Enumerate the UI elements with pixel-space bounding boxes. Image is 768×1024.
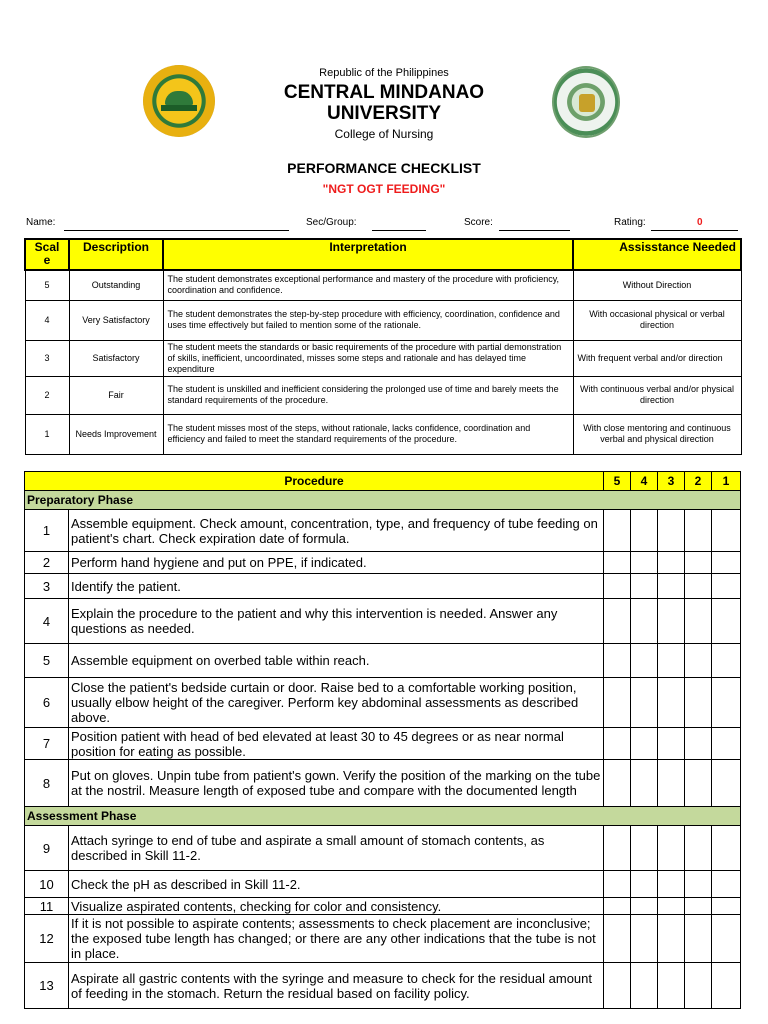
scale-header: Scal e	[25, 239, 69, 270]
rating-cell[interactable]	[712, 915, 741, 963]
rating-cell[interactable]	[631, 552, 658, 574]
rating-cell[interactable]	[604, 871, 631, 898]
step-text: Assemble equipment on overbed table within reach.	[69, 644, 604, 678]
step-text: Assemble equipment. Check amount, concentration, type, and frequency of tube feeding on patient's chart. Check expiration date of formula.	[69, 510, 604, 552]
rating-cell[interactable]	[658, 760, 685, 807]
rating-cell[interactable]	[604, 574, 631, 599]
phase-row	[25, 491, 741, 510]
table-row	[25, 871, 741, 898]
table-row	[25, 898, 741, 915]
scale-assistance: Without Direction	[573, 270, 741, 300]
rating-cell[interactable]	[604, 760, 631, 807]
table-row	[25, 414, 741, 454]
rating-cell[interactable]	[685, 599, 712, 644]
scale-description: Needs Improvement	[69, 414, 163, 454]
rating-cell[interactable]	[685, 728, 712, 760]
rating-col-3: 3	[658, 472, 685, 491]
step-number: 13	[25, 963, 69, 1009]
rating-cell[interactable]	[631, 915, 658, 963]
step-number: 6	[25, 678, 69, 728]
step-text: Aspirate all gastric contents with the syringe and measure to check for the residual amount of feeding in the stomach. Return the residual based on facility policy.	[69, 963, 604, 1009]
procedure-checklist-table	[24, 471, 741, 1009]
rating-cell[interactable]	[658, 915, 685, 963]
step-text: Identify the patient.	[69, 574, 604, 599]
rating-cell[interactable]	[631, 963, 658, 1009]
scale-assistance: With frequent verbal and/or direction	[573, 340, 741, 376]
step-number: 4	[25, 599, 69, 644]
rating-cell[interactable]	[631, 510, 658, 552]
rating-cell[interactable]	[604, 510, 631, 552]
scale-description: Outstanding	[69, 270, 163, 300]
rating-col-2: 2	[685, 472, 712, 491]
step-text: Visualize aspirated contents, checking for color and consistency.	[69, 898, 604, 915]
step-text: Perform hand hygiene and put on PPE, if indicated.	[69, 552, 604, 574]
rating-col-1: 1	[712, 472, 741, 491]
rating-cell[interactable]	[631, 678, 658, 728]
rating-cell[interactable]	[712, 510, 741, 552]
step-text: If it is not possible to aspirate contents; assessments to check placement are inconclusive; the exposed tube length has changed; or there are any other indications that the tube is not in place.	[69, 915, 604, 963]
university-name-line2: UNIVERSITY	[326, 103, 442, 124]
table-row	[25, 270, 741, 300]
step-number: 12	[25, 915, 69, 963]
step-number: 10	[25, 871, 69, 898]
rating-field[interactable]	[651, 230, 738, 231]
rating-cell[interactable]	[658, 898, 685, 915]
table-row	[25, 300, 741, 340]
rating-cell[interactable]	[685, 644, 712, 678]
scale-interpretation: The student demonstrates exceptional performance and mastery of the procedure with proficiency, coordination and confidence.	[163, 270, 573, 300]
rating-cell[interactable]	[631, 644, 658, 678]
rating-cell[interactable]	[658, 644, 685, 678]
procedure-header: Procedure	[25, 472, 604, 491]
rating-col-5: 5	[604, 472, 631, 491]
table-row	[25, 678, 741, 728]
step-text: Explain the procedure to the patient and why this intervention is needed. Answer any questions as needed.	[69, 599, 604, 644]
step-text: Close the patient's bedside curtain or door. Raise bed to a comfortable working position, usually elbow height of the caregiver. Perform key abdominal assessments as described above.	[69, 678, 604, 728]
rating-cell[interactable]	[658, 728, 685, 760]
rating-cell[interactable]	[631, 574, 658, 599]
scale-value: 2	[25, 376, 69, 414]
scale-value: 3	[25, 340, 69, 376]
assistance-header: Assisstance Needed	[573, 239, 741, 270]
rating-cell[interactable]	[658, 678, 685, 728]
step-number: 9	[25, 826, 69, 871]
step-number: 7	[25, 728, 69, 760]
table-row	[25, 552, 741, 574]
rating-cell[interactable]	[604, 963, 631, 1009]
rating-cell[interactable]	[604, 898, 631, 915]
rating-cell[interactable]	[712, 871, 741, 898]
rating-cell[interactable]	[658, 826, 685, 871]
rating-cell[interactable]	[658, 599, 685, 644]
scale-assistance: With close mentoring and continuous verbal and physical direction	[573, 414, 741, 454]
rating-cell[interactable]	[631, 871, 658, 898]
table-row	[25, 826, 741, 871]
rating-cell[interactable]	[712, 574, 741, 599]
table-row	[25, 760, 741, 807]
group-field[interactable]	[372, 230, 426, 231]
scale-value: 1	[25, 414, 69, 454]
name-label: Name:	[26, 217, 56, 228]
step-number: 2	[25, 552, 69, 574]
scale-description: Very Satisfactory	[69, 300, 163, 340]
step-number: 3	[25, 574, 69, 599]
rating-cell[interactable]	[685, 898, 712, 915]
interpretation-header: Interpretation	[163, 239, 573, 270]
rating-cell[interactable]	[604, 826, 631, 871]
rating-cell[interactable]	[712, 826, 741, 871]
college-name: College of Nursing	[334, 127, 434, 141]
rating-cell[interactable]	[631, 599, 658, 644]
rating-cell[interactable]	[604, 599, 631, 644]
table-row	[25, 963, 741, 1009]
rating-cell[interactable]	[685, 678, 712, 728]
phase-title: Preparatory Phase	[25, 491, 741, 510]
rating-scale-table	[24, 238, 742, 455]
rating-cell[interactable]	[712, 760, 741, 807]
rating-cell[interactable]	[685, 826, 712, 871]
rating-cell[interactable]	[631, 826, 658, 871]
name-field[interactable]	[64, 230, 289, 231]
rating-cell[interactable]	[604, 915, 631, 963]
rating-col-4: 4	[631, 472, 658, 491]
rating-cell[interactable]	[658, 574, 685, 599]
rating-cell[interactable]	[604, 728, 631, 760]
rating-cell[interactable]	[712, 898, 741, 915]
procedure-header-row	[25, 472, 741, 491]
scale-assistance: With occasional physical or verbal direction	[573, 300, 741, 340]
rating-cell[interactable]	[685, 871, 712, 898]
scale-interpretation: The student is unskilled and inefficient considering the prolonged use of time and barely meets the standard requirements of the procedure.	[163, 376, 573, 414]
rating-cell[interactable]	[685, 574, 712, 599]
rating-cell[interactable]	[604, 552, 631, 574]
rating-cell[interactable]	[658, 510, 685, 552]
rating-cell[interactable]	[712, 963, 741, 1009]
table-row	[25, 599, 741, 644]
rating-cell[interactable]	[712, 552, 741, 574]
group-label: Sec/Group:	[306, 217, 357, 228]
rating-value: 0	[697, 217, 703, 228]
scale-value: 5	[25, 270, 69, 300]
table-row	[25, 728, 741, 760]
rating-cell[interactable]	[658, 871, 685, 898]
scale-interpretation: The student meets the standards or basic requirements of the procedure with partial demonstration of skills, inefficient, uncoordinated, misses some steps and rationale and has delayed time expenditure	[163, 340, 573, 376]
rating-cell[interactable]	[712, 599, 741, 644]
step-text: Check the pH as described in Skill 11-2.	[69, 871, 604, 898]
rating-cell[interactable]	[685, 963, 712, 1009]
phase-row	[25, 807, 741, 826]
rating-cell[interactable]	[658, 963, 685, 1009]
rating-cell[interactable]	[631, 898, 658, 915]
table-row	[25, 510, 741, 552]
table-row	[25, 915, 741, 963]
rating-cell[interactable]	[712, 728, 741, 760]
scale-interpretation: The student misses most of the steps, without rationale, lacks confidence, coordination and efficiency and failed to meet the standard requirements of the procedure.	[163, 414, 573, 454]
rating-cell[interactable]	[604, 678, 631, 728]
table-row	[25, 340, 741, 376]
score-field[interactable]	[499, 230, 570, 231]
scale-assistance: With continuous verbal and/or physical direction	[573, 376, 741, 414]
rating-cell[interactable]	[631, 728, 658, 760]
rating-cell[interactable]	[685, 552, 712, 574]
step-number: 1	[25, 510, 69, 552]
table-row	[25, 574, 741, 599]
republic-line: Republic of the Philippines	[319, 67, 449, 79]
rating-cell[interactable]	[604, 644, 631, 678]
rating-cell[interactable]	[685, 915, 712, 963]
rating-cell[interactable]	[712, 644, 741, 678]
table-row	[25, 644, 741, 678]
scale-value: 4	[25, 300, 69, 340]
step-text: Put on gloves. Unpin tube from patient's gown. Verify the position of the marking on the tube at the nostril. Measure length of exposed tube and compare with the documented length	[69, 760, 604, 807]
scale-description: Fair	[69, 376, 163, 414]
page-subtitle: "NGT OGT FEEDING"	[322, 182, 446, 196]
step-number: 11	[25, 898, 69, 915]
rating-cell[interactable]	[712, 678, 741, 728]
scale-interpretation: The student demonstrates the step-by-step procedure with efficiency, coordination, confidence and uses time effectively but failed to mention some of the rationale.	[163, 300, 573, 340]
step-number: 8	[25, 760, 69, 807]
rating-cell[interactable]	[685, 760, 712, 807]
score-label: Score:	[464, 217, 493, 228]
rating-cell[interactable]	[658, 552, 685, 574]
step-number: 5	[25, 644, 69, 678]
scale-description: Satisfactory	[69, 340, 163, 376]
step-text: Attach syringe to end of tube and aspirate a small amount of stomach contents, as described in Skill 11-2.	[69, 826, 604, 871]
rating-cell[interactable]	[685, 510, 712, 552]
description-header: Description	[69, 239, 163, 270]
page-title: PERFORMANCE CHECKLIST	[287, 160, 481, 176]
step-text: Position patient with head of bed elevated at least 30 to 45 degrees or as near normal position for eating as possible.	[69, 728, 604, 760]
table-row	[25, 376, 741, 414]
phase-title: Assessment Phase	[25, 807, 741, 826]
rating-label: Rating:	[614, 217, 646, 228]
university-name-line1: CENTRAL MINDANAO	[283, 82, 485, 103]
rating-cell[interactable]	[631, 760, 658, 807]
